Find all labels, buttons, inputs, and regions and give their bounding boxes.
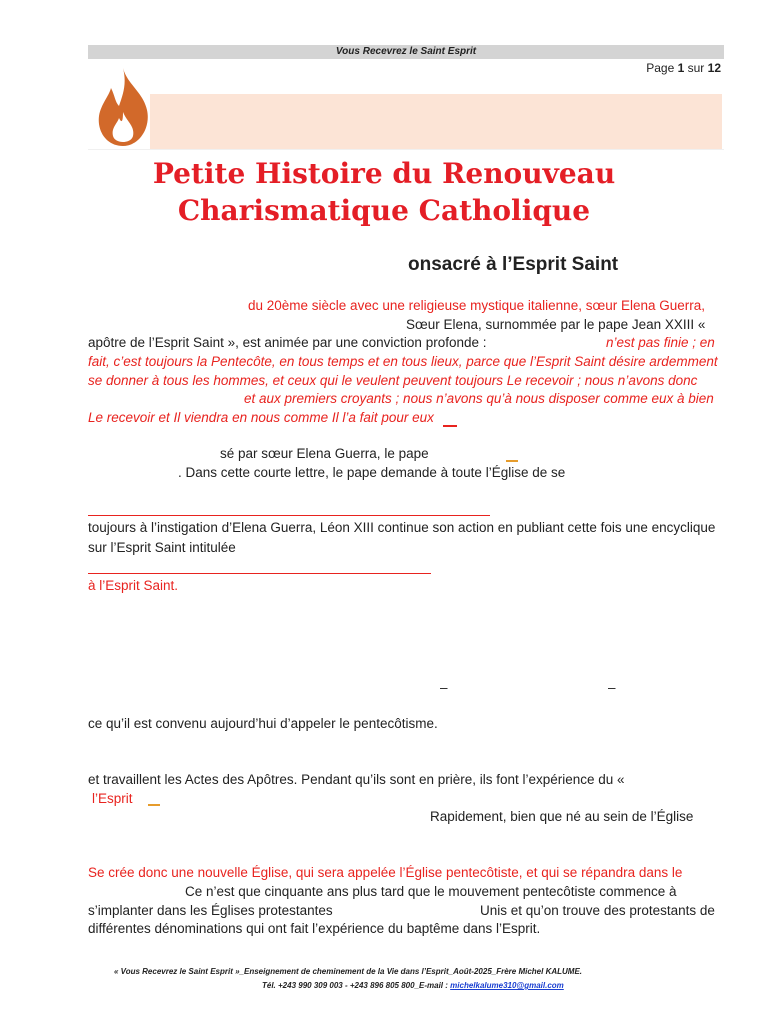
- footer-line-2: [262, 981, 564, 990]
- page-current: 1: [677, 61, 685, 75]
- body-line: Se crée donc une nouvelle Église, qui sera appelée l’Église pentecôtiste, et qui se répandra dans le: [88, 865, 683, 880]
- underline-mark: [443, 425, 457, 427]
- body-line: se donner à tous les hommes, et ceux qui le veulent peuvent toujours Le recevoir ; nous n’avons donc: [88, 373, 698, 388]
- header-rule: [88, 149, 724, 150]
- document-title: [88, 155, 680, 229]
- section-heading: onsacré à l’Esprit Saint: [408, 254, 619, 275]
- body-line: sé par sœur Elena Guerra, le pape: [220, 446, 429, 461]
- body-line: et aux premiers croyants ; nous n’avons qu’à nous disposer comme eux à bien: [244, 391, 714, 406]
- page-total: 12: [707, 61, 721, 75]
- email-link[interactable]: michelkalume310@gmail.com: [450, 981, 564, 990]
- body-line: n’est pas finie ; en: [606, 335, 715, 350]
- footer-line-1: « Vous Recevrez le Saint Esprit »_Enseignement de cheminement de la Vie dans l’Esprit_Août-2025_Frère Michel KALUME.: [114, 967, 583, 976]
- page-number: [646, 61, 721, 75]
- page-prefix: Page: [646, 61, 675, 75]
- body-line: fait, c’est toujours la Pentecôte, en tous temps et en tous lieux, parce que l’Esprit Saint désire ardemment: [88, 354, 718, 369]
- body-line: Rapidement, bien que né au sein de l’Église: [430, 809, 694, 824]
- body-line: Sœur Elena, surnommée par le pape Jean XXIII «: [406, 317, 706, 332]
- header-band: [150, 94, 722, 149]
- body-line: Ce n’est que cinquante ans plus tard que le mouvement pentecôtiste commence à: [185, 884, 677, 899]
- body-line: du 20ème siècle avec une religieuse mystique italienne, sœur Elena Guerra,: [248, 298, 705, 313]
- body-line: ce qu’il est convenu aujourd’hui d’appeler le pentecôtisme.: [88, 716, 438, 731]
- page-sep: sur: [687, 61, 705, 75]
- footer-contact: Tél. +243 990 309 003 - +243 896 805 800_E-mail :: [262, 981, 448, 990]
- body-line: l’Esprit: [92, 791, 133, 806]
- body-line: et travaillent les Actes des Apôtres. Pendant qu’ils sont en prière, ils font l’expérience du «: [88, 772, 625, 787]
- running-title: Vous Recevrez le Saint Esprit: [335, 46, 477, 57]
- body-line: différentes dénominations qui ont fait l’expérience du baptême dans l’Esprit.: [88, 921, 541, 936]
- body-line: . Dans cette courte lettre, le pape demande à toute l’Église de se: [178, 465, 566, 480]
- body-line: toujours à l’instigation d’Elena Guerra, Léon XIII continue son action en publiant cette fois une encyclique: [88, 520, 716, 535]
- dash-mark: –: [608, 680, 616, 695]
- dash-mark: –: [440, 680, 448, 695]
- body-line: Le recevoir et Il viendra en nous comme Il l’a fait pour eux: [88, 410, 434, 425]
- body-line: Unis et qu’on trouve des protestants de: [480, 903, 715, 918]
- body-line: s’implanter dans les Églises protestantes: [88, 903, 333, 918]
- body-line: sur l’Esprit Saint intitulée: [88, 540, 236, 555]
- underline-mark: [88, 515, 490, 516]
- body-line: à l’Esprit Saint.: [88, 578, 179, 593]
- body-line: apôtre de l’Esprit Saint », est animée par une conviction profonde :: [88, 335, 487, 350]
- underline-mark: [148, 804, 160, 806]
- underline-mark: [88, 573, 431, 574]
- underline-mark: [506, 460, 518, 462]
- title-line-1: Petite Histoire du Renouveau: [152, 157, 616, 190]
- flame-icon: [93, 66, 153, 148]
- title-line-2: Charismatique Catholique: [177, 194, 591, 227]
